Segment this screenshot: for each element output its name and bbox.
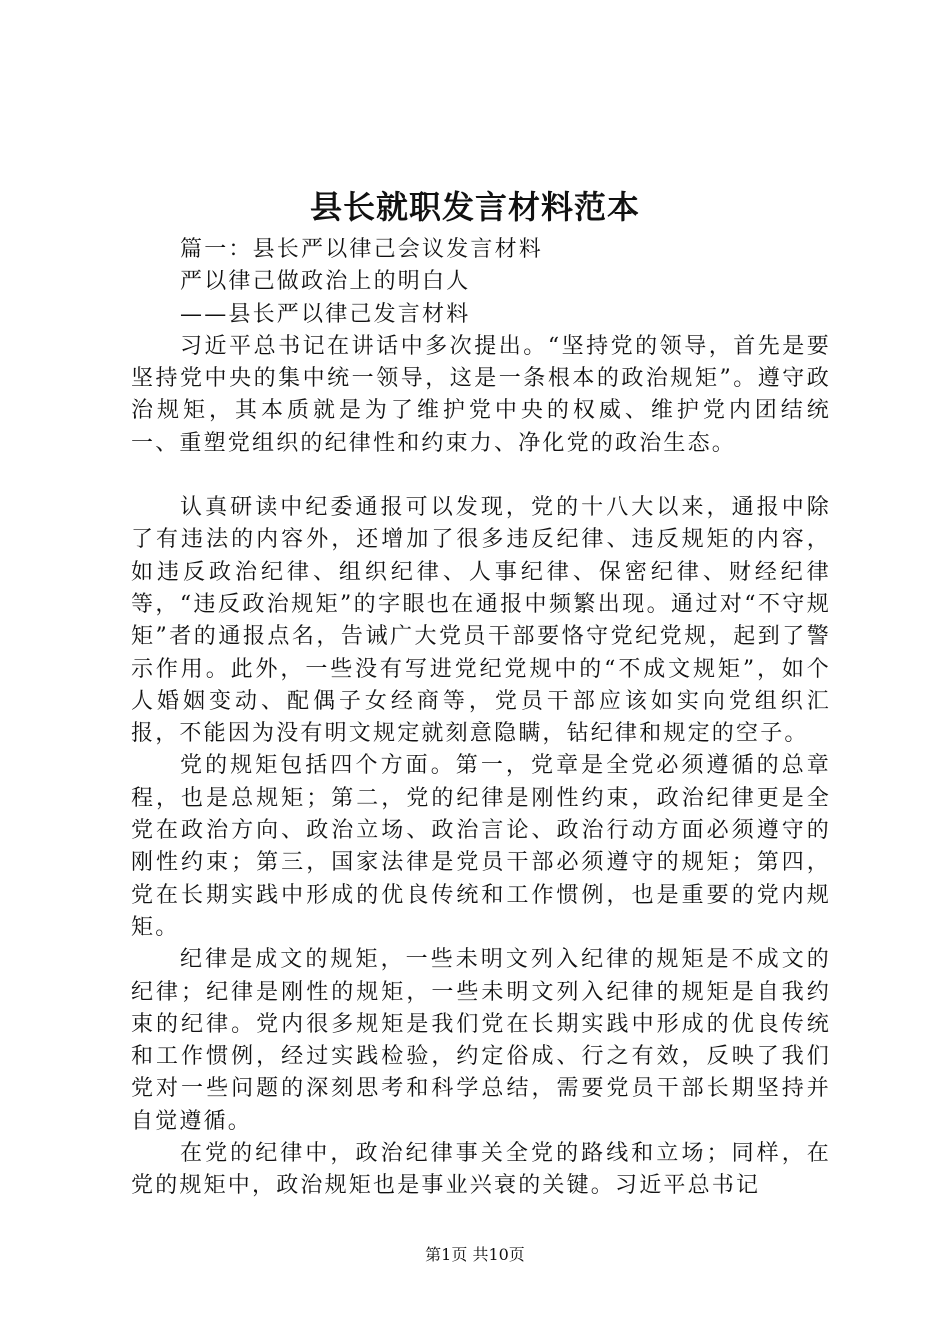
speech-title: 严以律己做政治上的明白人 <box>180 269 471 295</box>
paragraph: 认真研读中纪委通报可以发现，党的十八大以来，通报中除了有违法的内容外，还增加了很多违反纪律、违反规矩的内容，如违反政治纪律、组织纪律、人事纪律、保密纪律、财经纪律等，“违反政治规矩”的字眼也在通报中频繁出现。通过对“不守规矩”者的通报点名，告诫广大党员干部要恪守党纪党规，起到了警示作用。此外，一些没有写进党纪党规中的“不成文规矩”，如个人婚姻变动、配偶子女经商等，党员干部应该如实向党组织汇报，不能因为没有明文规定就刻意隐瞒，钻纪律和规定的空子。 <box>131 495 831 747</box>
paragraph-spacer <box>131 460 831 492</box>
paragraph: 纪律是成文的规矩，一些未明文列入纪律的规矩是不成文的纪律；纪律是刚性的规矩，一些未明文列入纪律的规矩是自我约束的纪律。党内很多规矩是我们党在长期实践中形成的优良传统和工作惯例，经过实践检验，约定俗成、行之有效，反映了我们党对一些问题的深刻思考和科学总结，需要党员干部长期坚持并自觉遵循。 <box>131 947 831 1134</box>
paragraph: 在党的纪律中，政治纪律事关全党的路线和立场；同样，在党的规矩中，政治规矩也是事业兴衰的关键。习近平总书记 <box>131 1141 831 1199</box>
page-footer: 第1页 共10页 <box>425 1245 525 1264</box>
paragraph: 习近平总书记在讲话中多次提出。“坚持党的领导，首先是要坚持党中央的集中统一领导，这是一条根本的政治规矩”。遵守政治规矩，其本质就是为了维护党中央的权威、维护党内团结统一、重塑党组织的纪律性和约束力、净化党的政治生态。 <box>131 333 831 456</box>
section-heading: 篇一：县长严以律己会议发言材料 <box>180 237 544 262</box>
document-title: 县长就职发言材料范本 <box>309 188 640 226</box>
speech-subtitle: ——县长严以律己发言材料 <box>180 301 471 327</box>
paragraph: 党的规矩包括四个方面。第一，党章是全党必须遵循的总章程，也是总规矩；第二，党的纪律是刚性约束，政治纪律更是全党在政治方向、政治立场、政治言论、政治行动方面必须遵守的刚性约束；第三，国家法律是党员干部必须遵守的规矩；第四，党在长期实践中形成的优良传统和工作惯例，也是重要的党内规矩。 <box>131 753 831 940</box>
document-body <box>131 234 831 1203</box>
